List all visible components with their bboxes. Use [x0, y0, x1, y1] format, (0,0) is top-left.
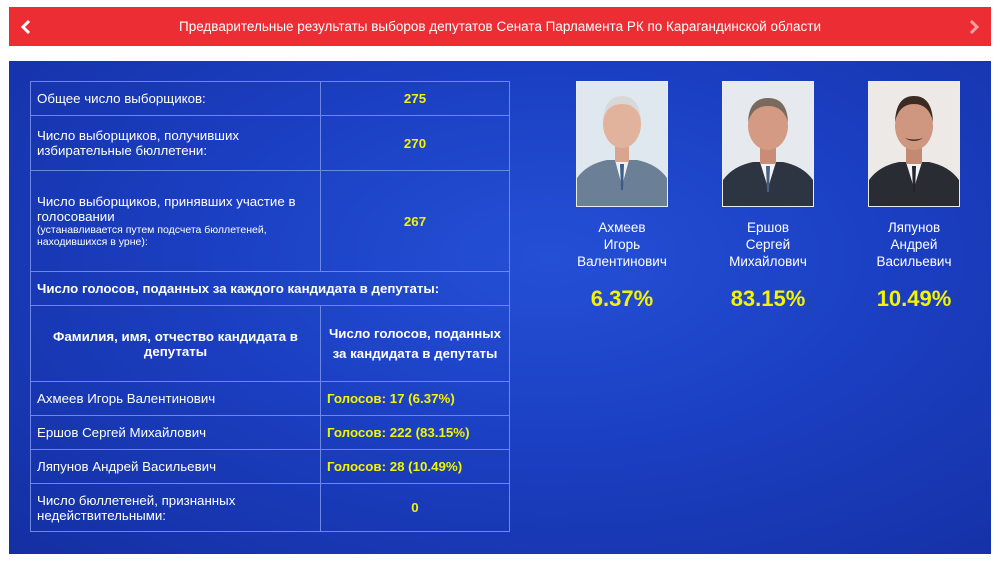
chevron-right-icon: [968, 19, 980, 35]
portrait-image: [723, 82, 813, 206]
table-row: [31, 382, 510, 416]
stat-value: 270: [321, 116, 510, 171]
stat-note: (устанавливается путем подсчета бюллетеней, находившихся в урне):: [37, 224, 267, 248]
table-row: [31, 416, 510, 450]
invalid-value: 0: [321, 484, 510, 532]
candidate-name: [549, 219, 695, 270]
candidate-patronymic: Михайлович: [729, 254, 807, 269]
candidate-name: [695, 219, 841, 270]
candidate-percent: 6.37%: [590, 286, 654, 311]
portrait-image: [577, 82, 667, 206]
candidate-first-name: Игорь: [603, 237, 641, 252]
candidate-card: [549, 81, 695, 312]
page-title: Предварительные результаты выборов депутатов Сената Парламента РК по Карагандинской области: [179, 19, 821, 34]
header-bar: [9, 7, 991, 46]
votes-heading-row: [31, 272, 510, 306]
votes-heading: Число голосов, поданных за каждого кандидата в депутаты:: [31, 272, 510, 306]
candidate-surname: Ершов: [746, 220, 790, 235]
results-panel: [9, 61, 991, 554]
next-button[interactable]: [959, 7, 989, 46]
candidate-name: [841, 219, 987, 270]
stat-label-cell: [31, 171, 321, 272]
column-header-votes: Число голосов, поданных за кандидата в депутаты: [321, 306, 510, 382]
table-row: [31, 450, 510, 484]
candidate-name: Ахмеев Игорь Валентинович: [31, 382, 321, 416]
stat-row-participated: [31, 171, 510, 272]
candidate-card: [841, 81, 987, 312]
candidate-photo: [868, 81, 960, 207]
results-table: [30, 81, 510, 532]
candidate-votes: Голосов: 28 (10.49%): [321, 450, 510, 484]
candidate-patronymic: Валентинович: [577, 254, 667, 269]
candidate-votes: Голосов: 222 (83.15%): [321, 416, 510, 450]
candidate-card: [695, 81, 841, 312]
invalid-row: [31, 484, 510, 532]
table-header-row: [31, 306, 510, 382]
stat-label: Общее число выборщиков:: [31, 82, 321, 116]
stat-row-total: [31, 82, 510, 116]
invalid-label: Число бюллетеней, признанных недействительными:: [31, 484, 321, 532]
stat-label: Число выборщиков, получивших избирательные бюллетени:: [31, 116, 321, 171]
candidate-photo: [722, 81, 814, 207]
candidate-name: Ляпунов Андрей Васильевич: [31, 450, 321, 484]
candidate-photo: [576, 81, 668, 207]
stat-label: Число выборщиков, принявших участие в голосовании: [37, 194, 296, 224]
portrait-image: [869, 82, 959, 206]
candidate-percent: 83.15%: [730, 286, 806, 311]
candidate-percent: 10.49%: [876, 286, 952, 311]
stat-row-received: [31, 116, 510, 171]
column-header-candidate: Фамилия, имя, отчество кандидата в депутаты: [31, 306, 321, 382]
candidates-panel: [549, 81, 989, 341]
candidate-votes: Голосов: 17 (6.37%): [321, 382, 510, 416]
candidate-surname: Ляпунов: [887, 220, 941, 235]
candidate-name: Ершов Сергей Михайлович: [31, 416, 321, 450]
candidate-surname: Ахмеев: [598, 220, 646, 235]
stat-value: 267: [321, 171, 510, 272]
candidate-first-name: Андрей: [890, 237, 938, 252]
stat-value: 275: [321, 82, 510, 116]
candidate-first-name: Сергей: [745, 237, 791, 252]
candidate-patronymic: Васильевич: [876, 254, 952, 269]
